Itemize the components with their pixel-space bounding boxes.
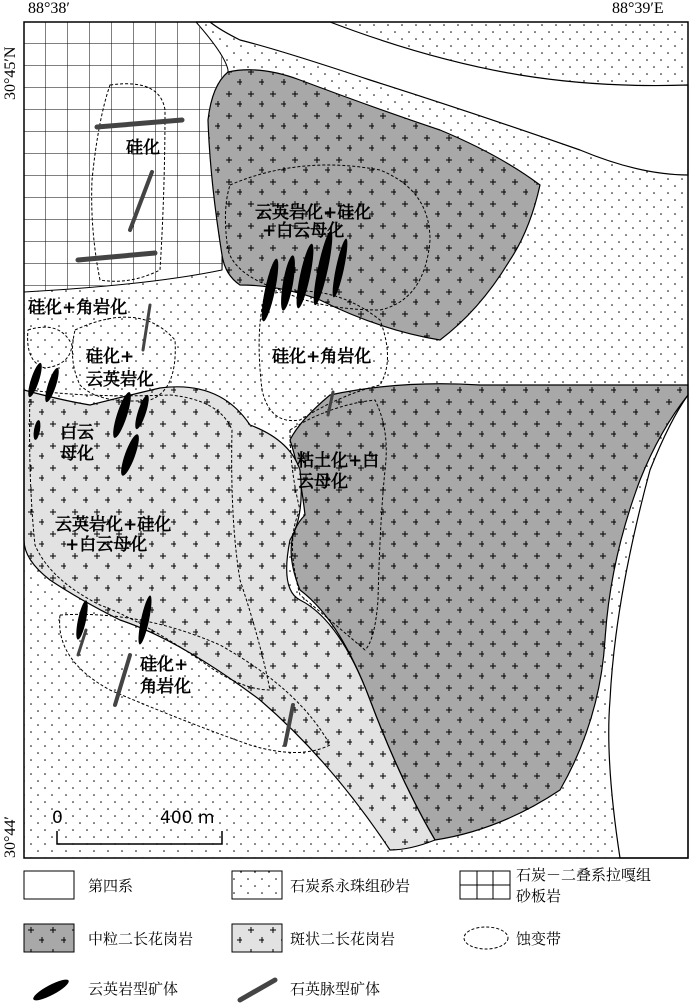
zone-label: 硅化+ xyxy=(140,655,189,675)
legend-label-alteration: 蚀变带 xyxy=(516,930,562,948)
legend-swatch-quartz-vein-ore xyxy=(240,980,275,1000)
zone-label: 云英岩化 xyxy=(86,370,154,390)
zone-label: 硅化+角岩化 xyxy=(28,298,128,318)
legend-label-slate-a: 石炭－二叠系拉嘎组 xyxy=(516,866,652,884)
legend-swatch-sandstone xyxy=(232,871,282,899)
scale-zero: 0 xyxy=(52,808,63,828)
legend-label-quaternary: 第四系 xyxy=(88,877,134,895)
legend-label-sandstone: 石炭系永珠组砂岩 xyxy=(290,877,411,895)
legend-swatch-slate xyxy=(460,871,510,899)
legend-swatch-greisen-ore xyxy=(31,976,71,1004)
zone-label: +白云母化 xyxy=(65,535,148,555)
zone-label: 云母化 xyxy=(297,472,348,492)
zone-label: 硅化+ xyxy=(86,347,135,367)
zone-label: +白云母化 xyxy=(262,221,345,241)
legend-label-porphyritic-granite: 斑状二长花岗岩 xyxy=(290,930,396,948)
legend-label-quartz-vein-ore: 石英脉型矿体 xyxy=(290,980,381,998)
coord-left-bottom: 30°44′ xyxy=(2,816,19,858)
legend-swatch-quaternary xyxy=(24,871,74,899)
legend-label-medium-granite: 中粒二长花岗岩 xyxy=(88,930,194,948)
zone-label: 硅化+角岩化 xyxy=(272,347,372,367)
zone-label: 角岩化 xyxy=(140,677,191,697)
legend-swatch-porphyritic-granite xyxy=(232,924,282,952)
legend-label-slate-b: 砂板岩 xyxy=(516,887,562,905)
coord-left-top: 30°45′N xyxy=(2,46,19,100)
zone-label: 粘土化+白 xyxy=(297,451,380,471)
scale-distance: 400 m xyxy=(160,808,215,828)
coord-top-right: 88°39′E xyxy=(612,0,664,17)
zone-label: 云英岩化+硅化 xyxy=(255,203,372,223)
zone-label: 母化 xyxy=(60,444,94,464)
zone-label: 硅化 xyxy=(126,138,160,158)
legend-label-greisen-ore: 云英岩型矿体 xyxy=(88,980,179,998)
zone-label: 云英岩化+硅化 xyxy=(55,515,172,535)
legend-swatch-medium-granite xyxy=(24,924,74,952)
zone-label: 白云 xyxy=(60,423,94,443)
legend-swatch-alteration xyxy=(464,927,508,949)
coord-top-left: 88°38′ xyxy=(28,0,70,17)
